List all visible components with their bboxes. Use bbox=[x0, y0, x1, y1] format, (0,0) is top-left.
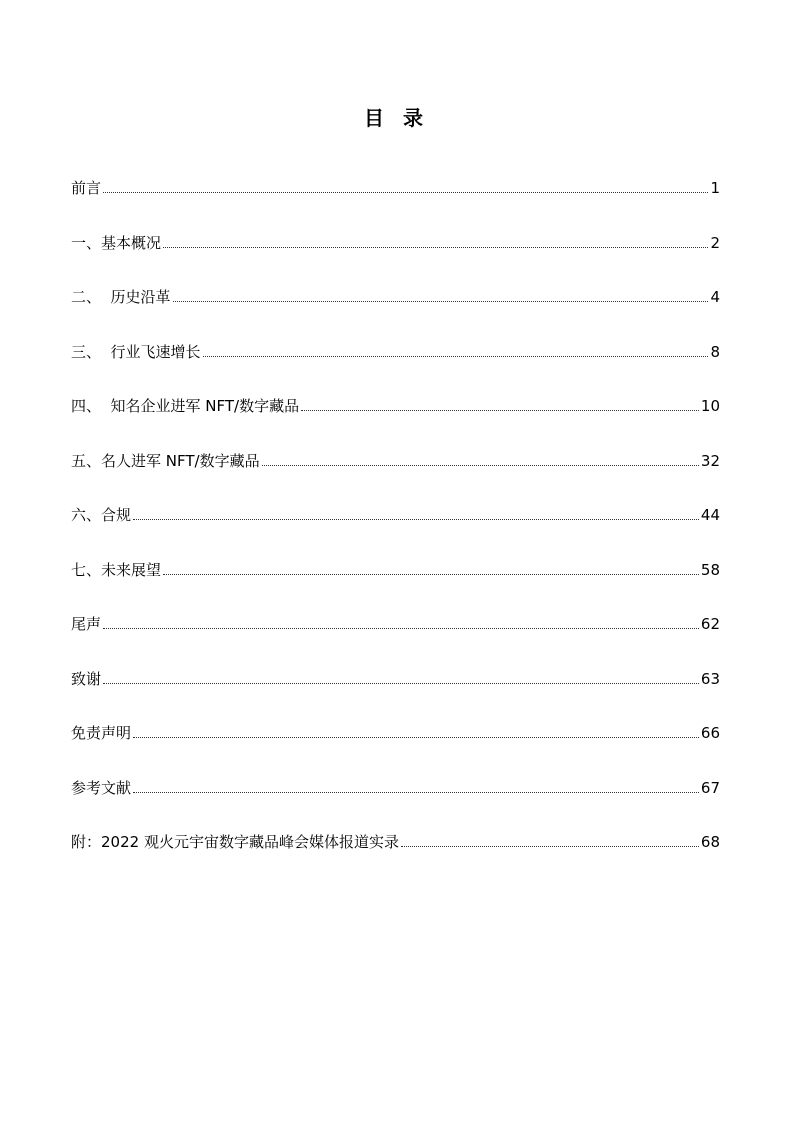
dot-leader bbox=[103, 175, 708, 193]
toc-entry-page: 2 bbox=[710, 233, 720, 252]
toc-entry-enterprises[interactable] bbox=[71, 393, 720, 448]
toc-entry-label: 七、未来展望 bbox=[71, 560, 162, 579]
toc-entry-page: 68 bbox=[700, 833, 720, 851]
toc-entry-label: 免责声明 bbox=[71, 724, 132, 742]
dot-leader bbox=[133, 775, 699, 793]
toc-entry-page: 10 bbox=[700, 397, 720, 415]
toc-entry-page: 4 bbox=[710, 288, 720, 306]
toc-entry-preface[interactable] bbox=[71, 175, 720, 230]
page-title: 目 录 bbox=[364, 106, 429, 130]
table-of-contents bbox=[71, 175, 720, 884]
dot-leader bbox=[203, 339, 709, 357]
toc-entry-page: 63 bbox=[700, 669, 720, 688]
toc-entry-references[interactable] bbox=[71, 775, 720, 830]
toc-entry-label: 五、名人进军 NFT/数字藏品 bbox=[71, 451, 260, 470]
toc-entry-growth[interactable] bbox=[71, 339, 720, 394]
toc-entry-page: 58 bbox=[700, 560, 720, 579]
dot-leader bbox=[163, 230, 708, 248]
toc-entry-disclaimer[interactable] bbox=[71, 720, 720, 775]
toc-entry-page: 44 bbox=[700, 506, 720, 524]
toc-entry-compliance[interactable] bbox=[71, 502, 720, 557]
toc-entry-appendix[interactable] bbox=[71, 829, 720, 884]
toc-entry-history[interactable] bbox=[71, 284, 720, 339]
toc-entry-label: 一、基本概况 bbox=[71, 233, 162, 252]
toc-entry-label: 致谢 bbox=[71, 669, 102, 688]
toc-entry-label: 尾声 bbox=[71, 615, 102, 633]
dot-leader bbox=[301, 393, 699, 411]
toc-entry-acknowledgements[interactable] bbox=[71, 666, 720, 721]
toc-entry-outlook[interactable] bbox=[71, 557, 720, 612]
toc-entry-page: 67 bbox=[700, 778, 720, 797]
toc-entry-page: 32 bbox=[700, 451, 720, 470]
toc-entry-label: 六、合规 bbox=[71, 506, 132, 524]
dot-leader bbox=[401, 829, 699, 847]
toc-entry-overview[interactable] bbox=[71, 230, 720, 285]
dot-leader bbox=[133, 502, 699, 520]
toc-entry-label: 四、 知名企业进军 NFT/数字藏品 bbox=[71, 397, 300, 415]
dot-leader bbox=[103, 666, 699, 684]
toc-entry-page: 66 bbox=[700, 724, 720, 742]
dot-leader bbox=[103, 611, 699, 629]
dot-leader bbox=[133, 720, 699, 738]
toc-entry-epilogue[interactable] bbox=[71, 611, 720, 666]
toc-entry-label: 前言 bbox=[71, 179, 102, 197]
dot-leader bbox=[173, 284, 709, 302]
toc-entry-celebrities[interactable] bbox=[71, 448, 720, 503]
dot-leader bbox=[163, 557, 699, 575]
dot-leader bbox=[262, 448, 699, 466]
toc-entry-page: 8 bbox=[710, 342, 720, 361]
toc-entry-label: 参考文献 bbox=[71, 778, 132, 797]
toc-entry-page: 1 bbox=[710, 179, 720, 197]
toc-entry-label: 二、 历史沿革 bbox=[71, 288, 171, 306]
toc-entry-label: 附：2022 观火元宇宙数字藏品峰会媒体报道实录 bbox=[71, 833, 399, 851]
toc-entry-label: 三、 行业飞速增长 bbox=[71, 342, 201, 361]
toc-entry-page: 62 bbox=[700, 615, 720, 633]
